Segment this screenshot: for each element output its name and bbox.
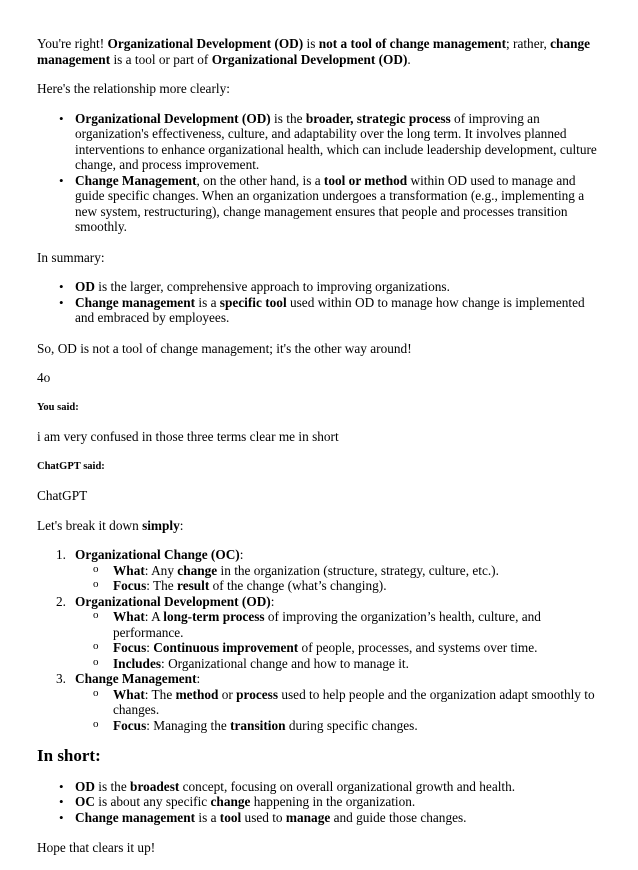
list-item xyxy=(75,111,597,173)
conclusion-text: So, OD is not a tool of change management; it's the other way around! xyxy=(37,340,412,356)
detail-bold: change xyxy=(177,562,218,578)
terms-list xyxy=(56,547,597,733)
detail-key: Includes xyxy=(113,655,162,671)
detail-text: during specific changes. xyxy=(285,717,418,733)
detail-key: What xyxy=(113,562,145,578)
item-bold: change xyxy=(210,794,251,809)
detail-item xyxy=(113,718,597,734)
breakdown-intro xyxy=(37,518,597,534)
item-text: happening in the organization. xyxy=(250,794,416,809)
detail-text: of people, processes, and systems over time. xyxy=(298,640,538,655)
summary-list xyxy=(75,279,597,326)
detail-item xyxy=(113,578,597,594)
term-number: 1. xyxy=(56,547,66,562)
term-item xyxy=(56,547,597,594)
item-text: is the xyxy=(94,778,131,794)
detail-key: Focus xyxy=(113,717,147,733)
intro-text: is xyxy=(303,36,319,51)
term-title-suffix: : xyxy=(270,593,275,609)
in-short-heading: In short: xyxy=(37,746,101,765)
item-bold: specific tool xyxy=(219,294,287,310)
detail-item xyxy=(113,656,597,672)
detail-key: Focus xyxy=(113,578,147,593)
item-text: , on the other hand, is a xyxy=(196,172,324,188)
intro-bold: Organizational Development (OD) xyxy=(211,51,408,67)
term-number: 3. xyxy=(56,671,66,686)
list-item xyxy=(75,779,597,795)
term-details xyxy=(113,609,597,671)
item-text: concept, focusing on overall organizational growth and health. xyxy=(179,778,516,794)
term-item xyxy=(56,593,597,672)
model-tag: 4o xyxy=(37,370,51,385)
item-text: of improving an organization's effectiveness, culture, and adaptability over the long term. It involves planned interventions to enhance organizational health, which can include leadership development, culture change, and process improvement. xyxy=(75,110,597,172)
item-text: is a xyxy=(195,809,220,825)
detail-bold: long-term process xyxy=(163,609,265,624)
detail-text: or xyxy=(218,686,237,702)
detail-bold: result xyxy=(177,578,210,593)
item-bold: broadest xyxy=(130,778,180,794)
detail-text: : Managing the xyxy=(146,717,231,733)
breakdown-text: : xyxy=(179,517,184,533)
detail-key: What xyxy=(113,686,145,702)
item-term: Change management xyxy=(75,294,196,310)
detail-item xyxy=(113,563,597,579)
item-term: Change Management xyxy=(75,172,197,188)
detail-item xyxy=(113,687,597,718)
item-bold: manage xyxy=(285,809,331,825)
relationship-heading: Here's the relationship more clearly: xyxy=(37,81,230,96)
relationship-list xyxy=(75,111,597,235)
list-item xyxy=(75,810,597,826)
item-text: is about any specific xyxy=(94,794,211,809)
detail-text: of the change (what’s changing). xyxy=(209,578,387,593)
item-bold: tool or method xyxy=(323,172,408,188)
detail-key: What xyxy=(113,609,145,624)
breakdown-bold: simply xyxy=(142,517,180,533)
term-title-suffix: : xyxy=(196,671,201,686)
intro-paragraph xyxy=(37,36,597,67)
term-title: Organizational Change (OC) xyxy=(75,547,240,562)
detail-text: of improving the organization’s health, culture, and performance. xyxy=(113,609,541,640)
item-text: is the larger, comprehensive approach to improving organizations. xyxy=(94,279,450,294)
closing-text: Hope that clears it up! xyxy=(37,840,156,855)
item-text: is the xyxy=(270,110,306,126)
detail-text: : Organizational change and how to manage it. xyxy=(161,655,409,671)
detail-bold: transition xyxy=(230,717,286,733)
term-details xyxy=(113,687,597,734)
in-short-list xyxy=(75,779,597,826)
item-text: within OD used to manage and guide specific changes. When an organization undergoes a transformation (e.g., implementing a new system, restructuring), change management ensures that people and processes transition smoothly. xyxy=(75,172,585,234)
list-item xyxy=(75,173,597,235)
term-details xyxy=(113,563,597,594)
intro-text: is a tool or part of xyxy=(110,51,212,67)
intro-text: . xyxy=(407,51,411,67)
intro-bold: not a tool of change management xyxy=(318,36,506,51)
list-item xyxy=(75,279,597,295)
term-number: 2. xyxy=(56,593,66,609)
item-text: used to xyxy=(241,809,286,825)
user-message: i am very confused in those three terms clear me in short xyxy=(37,429,339,444)
breakdown-text: Let's break it down xyxy=(37,517,143,533)
item-text: and guide those changes. xyxy=(330,809,467,825)
summary-heading: In summary: xyxy=(37,249,105,265)
you-said-label: You said: xyxy=(37,401,79,413)
list-item xyxy=(75,794,597,810)
term-title: Organizational Development (OD) xyxy=(75,593,271,609)
item-term: OD xyxy=(75,279,95,294)
item-text: used within OD to manage how change is implemented and embraced by employees. xyxy=(75,294,585,325)
item-text: is a xyxy=(195,294,220,310)
intro-text: You're right! xyxy=(37,36,108,51)
detail-item xyxy=(113,609,597,640)
detail-text: : xyxy=(146,640,154,655)
item-bold: tool xyxy=(219,809,242,825)
term-item xyxy=(56,671,597,733)
item-term: OD xyxy=(75,778,95,794)
detail-key: Focus xyxy=(113,640,147,655)
chatgpt-name: ChatGPT xyxy=(37,488,88,503)
detail-text: used to help people and the organization adapt smoothly to changes. xyxy=(113,686,595,717)
term-title: Change Management xyxy=(75,671,197,686)
intro-bold: change management xyxy=(37,36,591,67)
detail-bold: method xyxy=(175,686,219,702)
document-page xyxy=(37,36,597,870)
detail-text: : Any xyxy=(144,562,178,578)
chatgpt-said-label: ChatGPT said: xyxy=(37,460,105,472)
detail-bold: Continuous improvement xyxy=(153,640,299,655)
intro-bold: Organizational Development (OD) xyxy=(107,36,304,51)
item-bold: broader, strategic process xyxy=(305,110,451,126)
item-term: Organizational Development (OD) xyxy=(75,110,271,126)
detail-bold: process xyxy=(236,686,279,702)
detail-item xyxy=(113,640,597,656)
intro-text: ; rather, xyxy=(506,36,551,51)
item-term: OC xyxy=(75,794,95,809)
detail-text: : The xyxy=(144,686,176,702)
item-term: Change management xyxy=(75,809,196,825)
detail-text: : A xyxy=(144,609,164,624)
list-item xyxy=(75,295,597,326)
detail-text: in the organization (structure, strategy, culture, etc.). xyxy=(217,562,499,578)
detail-text: : The xyxy=(146,578,178,593)
term-title-suffix: : xyxy=(239,547,244,562)
